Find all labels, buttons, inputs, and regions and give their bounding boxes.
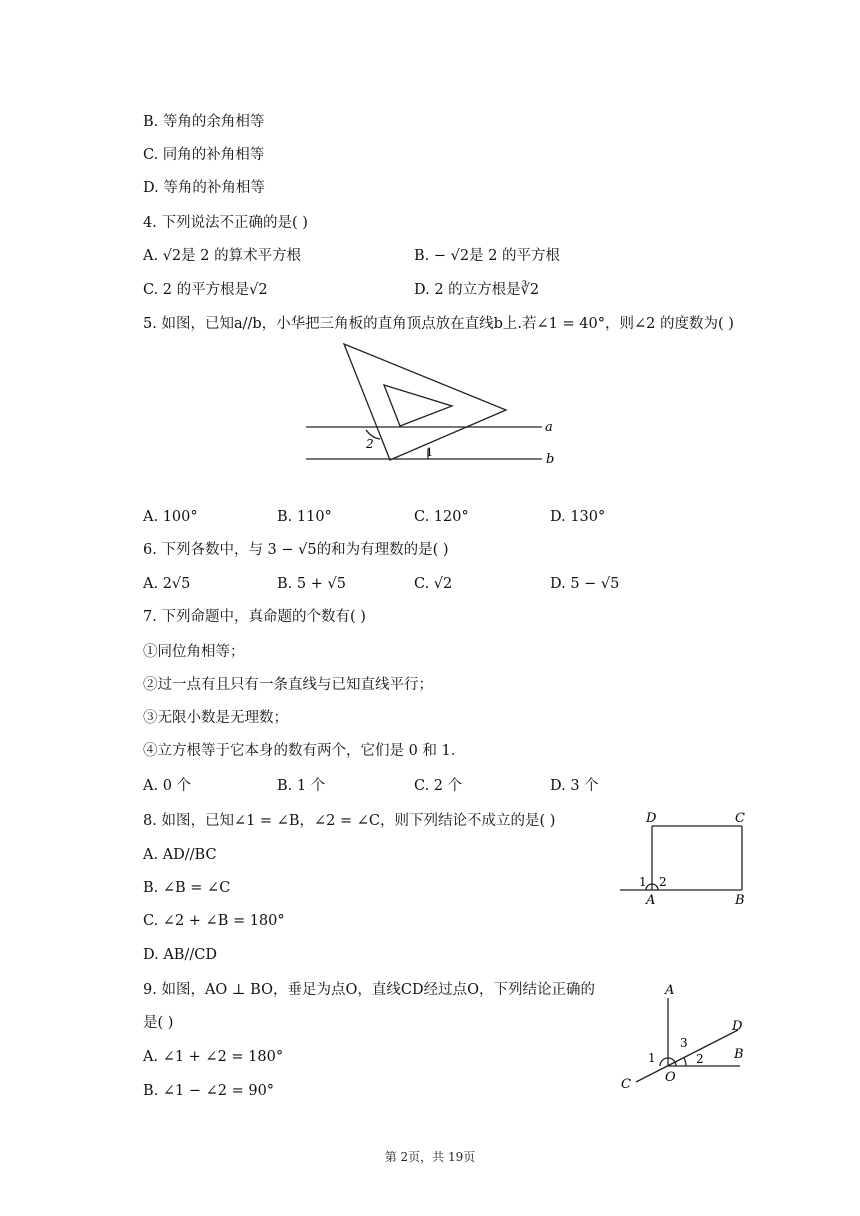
label-A: A	[665, 983, 675, 998]
q5-option-a: A. 100°	[143, 509, 198, 525]
q5-option-b: B. 110°	[277, 509, 332, 525]
q7-stem: 7. 下列命题中，真命题的个数有( )	[143, 609, 366, 625]
label-3: 3	[680, 1036, 688, 1050]
label-2: 2	[696, 1052, 704, 1066]
triangle-ruler-inner	[384, 385, 452, 426]
q9-option-a: A. ∠1 + ∠2 = 180°	[143, 1049, 284, 1065]
q4-option-d: D. 2 的立方根是∛2	[414, 282, 540, 298]
q4-option-b: B. − √2是 2 的平方根	[414, 248, 561, 264]
q9-figure	[612, 978, 760, 1098]
label-D: D	[732, 1019, 743, 1034]
label-C: C	[621, 1077, 631, 1092]
label-1: 1	[639, 875, 647, 889]
q6-option-c: C. √2	[414, 576, 453, 592]
q7-option-c: C. 2 个	[414, 778, 463, 794]
q7-statement-3: ③无限小数是无理数；	[143, 710, 288, 726]
q6-stem: 6. 下列各数中，与 3 − √5的和为有理数的是( )	[143, 542, 449, 558]
label-B: B	[734, 1047, 744, 1062]
q9-stem-line1: 9. 如图，AO ⊥ BO，垂足为点O，直线CD经过点O，下列结论正确的	[143, 982, 595, 998]
q3-option-d: D. 等角的补角相等	[143, 180, 265, 196]
angle-arc-2	[684, 1058, 686, 1066]
q9-option-b: B. ∠1 − ∠2 = 90°	[143, 1083, 275, 1099]
q8-option-d: D. AB//CD	[143, 947, 217, 963]
label-2: 2	[366, 437, 374, 451]
label-B: B	[735, 893, 745, 908]
q3-option-b: B. 等角的余角相等	[143, 114, 265, 130]
q7-option-a: A. 0 个	[143, 778, 192, 794]
q7-option-d: D. 3 个	[550, 778, 599, 794]
label-1: 1	[426, 446, 433, 459]
q8-option-b: B. ∠B = ∠C	[143, 880, 231, 896]
page-footer: 第 2页，共 19页	[384, 1150, 476, 1164]
q7-statement-2: ②过一点有且只有一条直线与已知直线平行；	[143, 677, 433, 693]
q6-option-a: A. 2√5	[143, 576, 191, 592]
label-A: A	[646, 893, 656, 908]
q8-stem: 8. 如图，已知∠1 = ∠B，∠2 = ∠C，则下列结论不成立的是( )	[143, 813, 556, 829]
q7-option-b: B. 1 个	[277, 778, 326, 794]
label-D: D	[646, 811, 657, 826]
q8-option-a: A. AD//BC	[143, 847, 217, 863]
q6-option-b: B. 5 + √5	[277, 576, 346, 592]
label-b: b	[546, 452, 555, 467]
q5-option-c: C. 120°	[414, 509, 469, 525]
q8-figure	[615, 806, 760, 908]
q5-figure	[300, 338, 570, 470]
q7-statement-4: ④立方根等于它本身的数有两个，它们是 0 和 1．	[143, 743, 466, 759]
label-1: 1	[648, 1051, 656, 1065]
label-a: a	[545, 420, 553, 435]
q9-stem-line2: 是( )	[143, 1015, 174, 1031]
q5-stem: 5. 如图，已知a//b，小华把三角板的直角顶点放在直线b上.若∠1 = 40°，则∠2 的度数为( )	[143, 316, 734, 332]
q8-option-c: C. ∠2 + ∠B = 180°	[143, 913, 285, 929]
label-C: C	[735, 811, 745, 826]
q4-stem: 4. 下列说法不正确的是( )	[143, 215, 308, 231]
label-O: O	[665, 1070, 676, 1085]
q6-option-d: D. 5 − √5	[550, 576, 620, 592]
q7-statement-1: ①同位角相等；	[143, 644, 245, 660]
q4-option-a: A. √2是 2 的算术平方根	[143, 248, 302, 264]
label-2: 2	[659, 875, 667, 889]
q4-option-c: C. 2 的平方根是√2	[143, 282, 268, 298]
q3-option-c: C. 同角的补角相等	[143, 147, 265, 163]
q5-option-d: D. 130°	[550, 509, 606, 525]
